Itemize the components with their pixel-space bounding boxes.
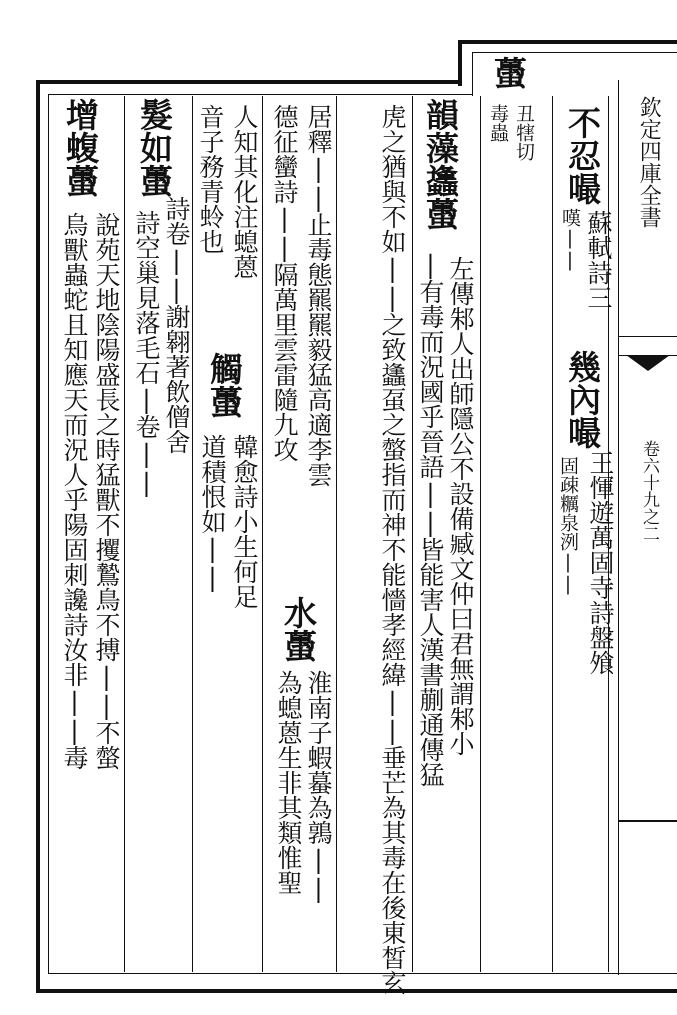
column-rule xyxy=(262,96,263,972)
fishtail-mark xyxy=(626,355,670,371)
entry-text: 左傳邾人出師隱公不設備臧文仲曰君無謂邾小 xyxy=(446,256,475,756)
entry-text: 為螅蒽生非其類惟聖 xyxy=(274,670,303,895)
strip-band xyxy=(618,336,677,356)
definition-note: 毒蟲 xyxy=(487,104,509,142)
entry-text: 德征蠻詩||隔萬里雲雷隨九攻 xyxy=(270,104,299,462)
entry-text: 詩空巢見落毛石|卷|| xyxy=(132,210,161,497)
entry-text: 王惲遊萬固寺詩盤飧 xyxy=(586,450,615,675)
entry-heading: 觸蠆 xyxy=(205,352,244,418)
column-rule xyxy=(552,96,553,972)
column-rule xyxy=(336,96,337,972)
entry-text: 人知其化注螅蒽 xyxy=(230,104,259,279)
column-rule xyxy=(192,96,193,972)
entry-text: 蘇軾詩三 xyxy=(584,210,613,310)
entry-text: 音子務青蛉也 xyxy=(196,104,225,254)
entry-text: 道積恨如|| xyxy=(198,434,227,592)
column-rule xyxy=(412,96,413,972)
entry-text: 淮南子蝦蟇為鶉|| xyxy=(304,670,333,903)
entry-heading: 幾內嘬 xyxy=(563,350,602,449)
entry-text: 虎之猶與不如||之致蠭虿之螫指而神不能懎孝經緯||垂芒為其毒在後東皙玄 xyxy=(378,104,407,995)
entry-text: |有毒而況國乎晉語||皆能害人漢書蒯通傳猛 xyxy=(416,250,445,787)
entry-heading: 不忍嘬 xyxy=(563,106,602,205)
entry-text: 詩卷||謝翱著飲僧舍 xyxy=(162,196,191,454)
column-rule xyxy=(124,96,125,972)
strip-tick xyxy=(618,820,677,822)
section-heading: 韻藻蠭蠆 xyxy=(421,98,460,230)
entry-heading: 增蝮蠆 xyxy=(61,98,100,197)
entry-heading: 髮如蠆 xyxy=(135,98,174,197)
entry-text: 烏獸蟲蛇且知應天而況人乎陽固刺讒詩汝非||毒 xyxy=(60,212,89,770)
book-title: 欽定四庫全書 xyxy=(636,96,662,228)
entry-text: 居釋||止毒態羆羆毅猛高適李雲 xyxy=(304,104,333,487)
entry-note: 固疎糲泉洌|| xyxy=(557,456,579,595)
entry-heading: 蠆 xyxy=(489,56,528,89)
pronunciation-note: 丑犗切 xyxy=(513,104,535,161)
column-rule xyxy=(480,96,481,972)
entry-text: 韓愈詩小生何足 xyxy=(230,434,259,609)
entry-note: 嘆|| xyxy=(559,208,581,271)
volume-label: 卷六十九之二 xyxy=(639,440,659,542)
entry-heading: 水蠆 xyxy=(279,596,318,662)
entry-text: 說苑天地陰陽盛長之時猛獸不攫鷙鳥不搏||不螫 xyxy=(92,212,121,770)
